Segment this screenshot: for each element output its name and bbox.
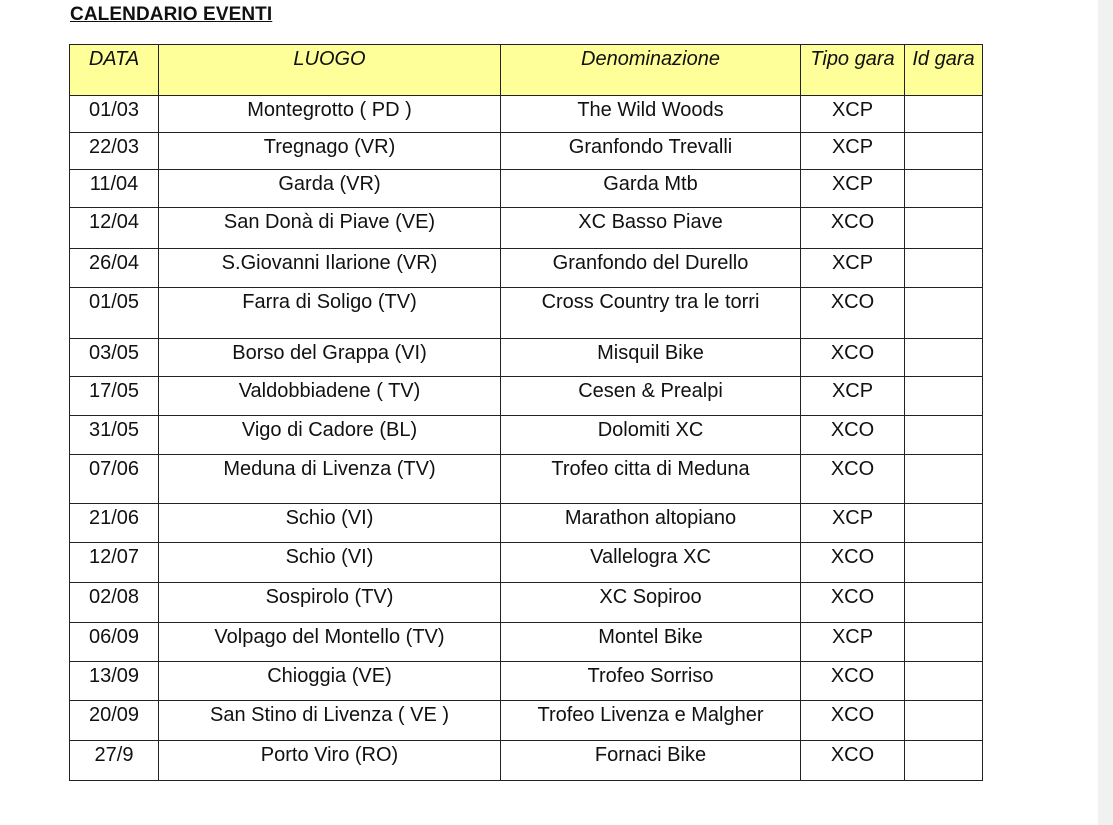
cell-data: 06/09 (70, 623, 159, 662)
cell-id (905, 377, 983, 416)
cell-luogo: Vigo di Cadore (BL) (159, 416, 501, 455)
table-row (70, 741, 983, 781)
cell-luogo: Valdobbiadene ( TV) (159, 377, 501, 416)
header-luogo: LUOGO (159, 45, 501, 96)
table-row (70, 623, 983, 662)
cell-id (905, 543, 983, 583)
cell-data: 01/03 (70, 96, 159, 133)
cell-id (905, 662, 983, 701)
cell-denominazione: Trofeo Sorriso (501, 662, 801, 701)
cell-tipo: XCO (801, 701, 905, 741)
cell-id (905, 339, 983, 377)
cell-tipo: XCO (801, 543, 905, 583)
cell-data: 17/05 (70, 377, 159, 416)
cell-denominazione: Garda Mtb (501, 170, 801, 208)
table-row (70, 288, 983, 339)
table-row (70, 249, 983, 288)
cell-data: 26/04 (70, 249, 159, 288)
cell-denominazione: Vallelogra XC (501, 543, 801, 583)
cell-luogo: S.Giovanni Ilarione (VR) (159, 249, 501, 288)
header-tipo-gara: Tipo gara (801, 45, 905, 96)
cell-denominazione: Trofeo citta di Meduna (501, 455, 801, 504)
cell-denominazione: Cross Country tra le torri (501, 288, 801, 339)
cell-data: 11/04 (70, 170, 159, 208)
cell-data: 13/09 (70, 662, 159, 701)
table-row (70, 339, 983, 377)
events-calendar-table (69, 44, 983, 781)
cell-tipo: XCO (801, 208, 905, 249)
cell-denominazione: Cesen & Prealpi (501, 377, 801, 416)
table-row (70, 208, 983, 249)
cell-data: 22/03 (70, 133, 159, 170)
cell-denominazione: Montel Bike (501, 623, 801, 662)
cell-denominazione: Marathon altopiano (501, 504, 801, 543)
table-row (70, 416, 983, 455)
cell-id (905, 504, 983, 543)
cell-data: 01/05 (70, 288, 159, 339)
cell-tipo: XCP (801, 623, 905, 662)
cell-tipo: XCO (801, 339, 905, 377)
table-row (70, 133, 983, 170)
cell-tipo: XCP (801, 96, 905, 133)
header-denominazione: Denominazione (501, 45, 801, 96)
cell-id (905, 701, 983, 741)
cell-tipo: XCP (801, 133, 905, 170)
table-row (70, 96, 983, 133)
cell-id (905, 133, 983, 170)
cell-denominazione: XC Basso Piave (501, 208, 801, 249)
cell-data: 12/04 (70, 208, 159, 249)
header-data: DATA (70, 45, 159, 96)
cell-data: 12/07 (70, 543, 159, 583)
cell-data: 02/08 (70, 583, 159, 623)
cell-denominazione: The Wild Woods (501, 96, 801, 133)
cell-data: 07/06 (70, 455, 159, 504)
cell-tipo: XCP (801, 249, 905, 288)
cell-luogo: San Stino di Livenza ( VE ) (159, 701, 501, 741)
cell-id (905, 416, 983, 455)
cell-denominazione: Dolomiti XC (501, 416, 801, 455)
cell-tipo: XCO (801, 741, 905, 781)
header-id-gara: Id gara (905, 45, 983, 96)
cell-luogo: Porto Viro (RO) (159, 741, 501, 781)
table-row (70, 662, 983, 701)
cell-tipo: XCO (801, 583, 905, 623)
cell-id (905, 583, 983, 623)
cell-tipo: XCP (801, 377, 905, 416)
cell-luogo: Volpago del Montello (TV) (159, 623, 501, 662)
cell-luogo: Meduna di Livenza (TV) (159, 455, 501, 504)
table-header-row (70, 45, 983, 96)
cell-id (905, 96, 983, 133)
cell-denominazione: Misquil Bike (501, 339, 801, 377)
cell-denominazione: Fornaci Bike (501, 741, 801, 781)
cell-id (905, 623, 983, 662)
table-row (70, 170, 983, 208)
cell-luogo: Sospirolo (TV) (159, 583, 501, 623)
cell-id (905, 741, 983, 781)
cell-id (905, 170, 983, 208)
cell-id (905, 288, 983, 339)
cell-luogo: Montegrotto ( PD ) (159, 96, 501, 133)
cell-luogo: Chioggia (VE) (159, 662, 501, 701)
cell-luogo: Farra di Soligo (TV) (159, 288, 501, 339)
cell-id (905, 208, 983, 249)
cell-denominazione: Granfondo del Durello (501, 249, 801, 288)
cell-luogo: Schio (VI) (159, 504, 501, 543)
cell-data: 21/06 (70, 504, 159, 543)
cell-tipo: XCO (801, 416, 905, 455)
cell-denominazione: Granfondo Trevalli (501, 133, 801, 170)
cell-id (905, 249, 983, 288)
table-row (70, 701, 983, 741)
cell-tipo: XCO (801, 455, 905, 504)
cell-id (905, 455, 983, 504)
table-row (70, 583, 983, 623)
cell-luogo: Garda (VR) (159, 170, 501, 208)
cell-tipo: XCO (801, 288, 905, 339)
cell-luogo: Borso del Grappa (VI) (159, 339, 501, 377)
cell-tipo: XCO (801, 662, 905, 701)
cell-data: 20/09 (70, 701, 159, 741)
table-row (70, 504, 983, 543)
document-title: CALENDARIO EVENTI (70, 4, 273, 25)
table-row (70, 455, 983, 504)
cell-luogo: Schio (VI) (159, 543, 501, 583)
cell-tipo: XCP (801, 170, 905, 208)
cell-denominazione: Trofeo Livenza e Malgher (501, 701, 801, 741)
table-row (70, 377, 983, 416)
cell-data: 03/05 (70, 339, 159, 377)
table-row (70, 543, 983, 583)
cell-denominazione: XC Sopiroo (501, 583, 801, 623)
cell-tipo: XCP (801, 504, 905, 543)
cell-luogo: San Donà di Piave (VE) (159, 208, 501, 249)
cell-luogo: Tregnago (VR) (159, 133, 501, 170)
cell-data: 27/9 (70, 741, 159, 781)
cell-data: 31/05 (70, 416, 159, 455)
